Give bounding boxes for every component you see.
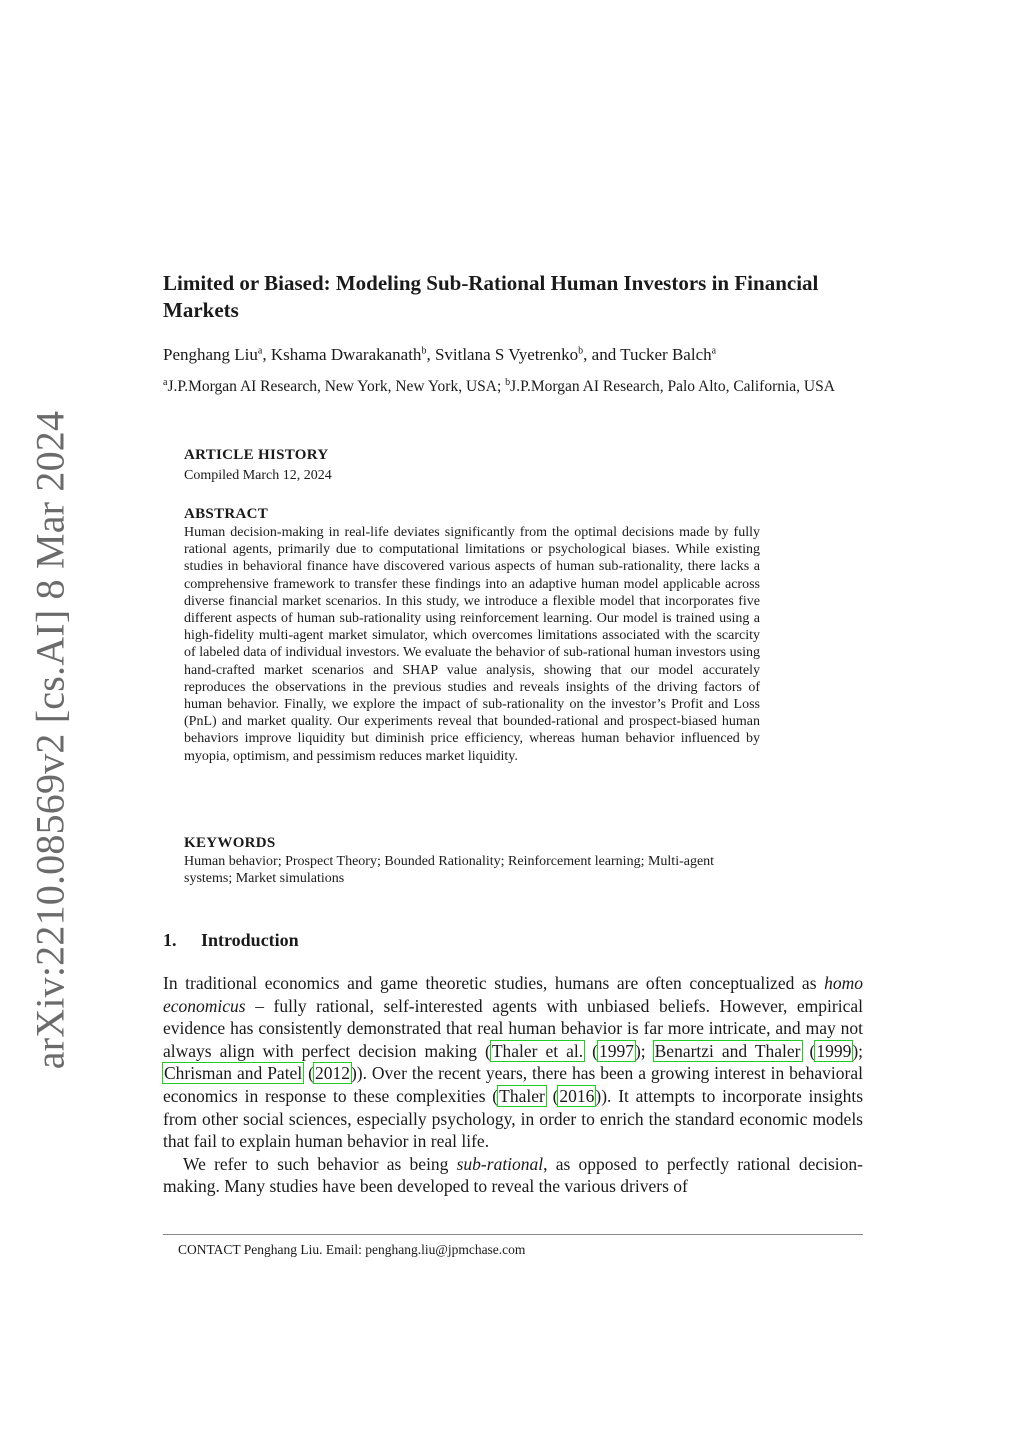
section-number: 1. <box>163 930 177 950</box>
citation-year-link[interactable]: 1997 <box>598 1040 634 1061</box>
text-run: We refer to such behavior as being <box>183 1153 457 1174</box>
citation-link[interactable]: Benartzi and Thaler <box>654 1040 801 1061</box>
text-run: ). Over the recent years, there has been a growing interest in behavioral economics in response to these complexities ( <box>163 1063 864 1106</box>
paper-title: Limited or Biased: Modeling Sub-Rational Human Investors in Financial Markets <box>163 271 819 322</box>
keywords-text: Human behavior; Prospect Theory; Bounded Rationality; Reinforcement learning; Multi-agent systems; Market simulations <box>184 854 715 887</box>
text-run: , as opposed to perfectly rational decision-making. Many studies have been developed to reveal the various drivers of <box>163 1153 863 1197</box>
section-heading <box>163 930 299 951</box>
text-run: ). It attempts to incorporate insights from other social sciences, especially psychology, in order to enrich the standard economic models that fail to explain human behavior in real life. <box>163 1085 864 1152</box>
arxiv-identifier: arXiv:2210.08569v2 [cs.AI] 8 Mar 2024 <box>27 410 73 1070</box>
affiliations <box>163 376 863 397</box>
author-name: Svitlana S Vyetrenko <box>434 345 579 364</box>
affiliation-text: J.P.Morgan AI Research, New York, New York, USA; <box>167 378 502 395</box>
affiliation-text: J.P.Morgan AI Research, Palo Alto, California, USA <box>510 378 835 395</box>
article-history <box>184 446 760 484</box>
introduction-body <box>163 972 863 1198</box>
paragraph <box>163 1153 863 1198</box>
citation-year-link[interactable]: 2012 <box>314 1063 350 1084</box>
section-title: Introduction <box>201 930 299 950</box>
author-affiliation-mark: b <box>421 345 427 357</box>
citation-link[interactable]: Thaler <box>499 1085 545 1106</box>
contact-footnote: CONTACT Penghang Liu. Email: penghang.liu@jpmchase.com <box>178 1242 526 1257</box>
abstract <box>184 505 760 765</box>
author-affiliation-mark: a <box>257 345 263 357</box>
citation-link[interactable]: Thaler et al. <box>491 1040 584 1061</box>
citation-year-link[interactable]: 1999 <box>816 1040 852 1061</box>
text-run: – fully rational, self-interested agents with unbiased beliefs. However, empirical evidence has consistently demonstrated that real human behavior is far more intricate, and may not always align with perfect decision making ( <box>163 995 863 1061</box>
keywords <box>184 834 760 887</box>
compiled-date: Compiled March 12, 2024 <box>184 468 332 483</box>
abstract-text: Human decision-making in real-life deviates significantly from the optimal decisions made by fully rational agents, primarily due to computational limitations or psychological biases. While existing studies in behavioral finance have discovered various aspects of human sub-rationality, there lacks a comprehensive framework to transfer these findings into an adaptive human model applicable across diverse financial market scenarios. In this study, we introduce a flexible model that incorporates five different aspects of human sub-rationality using reinforcement learning. Our model is trained using a high-fidelity multi-agent market simulator, which overcomes limitations associated with the scarcity of labeled data of individual investors. We evaluate the behavior of sub-rational human investors using hand-crafted market scenarios and SHAP value analysis, showing that our model accurately reproduces the observations in the previous studies and reveals insights of the driving factors of human behavior. Finally, we explore the impact of sub-rationality on the investor’s Profit and Loss (PnL) and market quality. Our experiments reveal that bounded-rational and prospect-biased human behaviors improve liquidity but diminish price efficiency, whereas human behavior influenced by myopia, optimism, and pessimism reduces market liquidity. <box>184 525 760 764</box>
author-list: Penghang Liu$^a$, Kshama Dwarakanath$^b$, Svitlana S Vyetrenko$^b$, and Tucker Balch$^a$ <box>163 345 717 364</box>
author-name: Kshama Dwarakanath <box>270 345 422 364</box>
article-history-heading: ARTICLE HISTORY <box>184 447 329 463</box>
author-affiliation-mark: a <box>711 345 717 357</box>
emphasis: homo economicus <box>163 973 863 1016</box>
citation-year-link[interactable]: 2016 <box>559 1085 595 1106</box>
text-run: In traditional economics and game theoretic studies, humans are often conceptualized as <box>163 973 825 993</box>
author-name: Penghang Liu <box>163 345 258 364</box>
keywords-heading: KEYWORDS <box>184 835 276 851</box>
author-affiliation-mark: b <box>578 345 584 357</box>
author-name: Tucker Balch <box>620 345 712 364</box>
affiliation-mark: a <box>163 376 168 388</box>
affiliation-mark: b <box>505 376 511 388</box>
footnote-divider <box>163 1234 863 1235</box>
citation-link[interactable]: Chrisman and Patel <box>164 1063 303 1084</box>
abstract-heading: ABSTRACT <box>184 506 269 522</box>
emphasis: sub-rational <box>456 1153 544 1174</box>
paragraph: In traditional economics and game theoretic studies, humans are often conceptualized as homo economicus – fully rational, self-interested agents with unbiased beliefs. However, empirical evidence has consistently demonstrated that real human behavior is far more intricate, and may not always align with perfect decision making (Thaler et al. (1997); Benartzi and Thaler (1999); Chrisman and Patel (2012)). Over the recent years, there has been a growing interest in behavioral economics in response to these complexities (Thaler (2016)). It attempts to incorporate insights from other social sciences, especially psychology, in order to enrich the standard economic models that fail to explain human behavior in real life. <box>163 973 864 1152</box>
